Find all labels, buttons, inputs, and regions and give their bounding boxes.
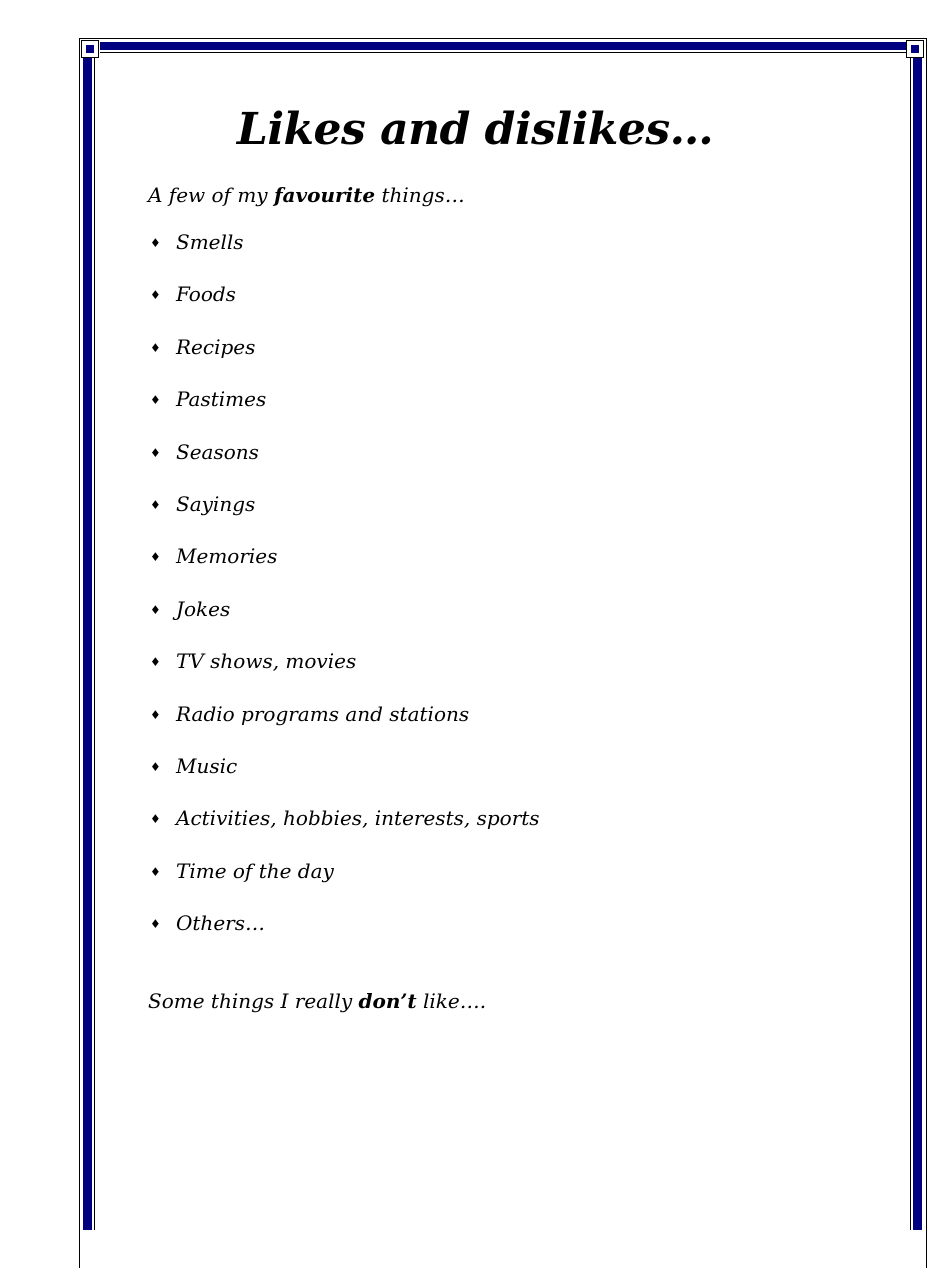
border-left-bar	[83, 58, 92, 1230]
diamond-bullet-icon: ♦	[150, 550, 161, 565]
diamond-bullet-icon: ♦	[150, 445, 161, 460]
favourites-list	[148, 229, 540, 962]
list-item-label: Music	[176, 753, 238, 778]
list-item	[148, 858, 540, 910]
list-item	[148, 491, 540, 543]
list-item-label: Memories	[176, 544, 278, 569]
list-item	[148, 439, 540, 491]
diamond-bullet-icon: ♦	[150, 393, 161, 408]
outro-text-before: Some things I really	[148, 989, 359, 1013]
diamond-bullet-icon: ♦	[150, 288, 161, 303]
diamond-bullet-icon: ♦	[150, 917, 161, 932]
list-item-label: Recipes	[176, 334, 256, 359]
diamond-bullet-icon: ♦	[150, 707, 161, 722]
border-left-line	[94, 58, 95, 1230]
list-item	[148, 281, 540, 333]
border-top-bar	[100, 42, 908, 50]
list-item	[148, 543, 540, 595]
intro-line	[148, 183, 465, 207]
intro-text-before: A few of my	[148, 183, 274, 207]
list-item-label: Jokes	[176, 596, 231, 621]
list-item-label: Sayings	[176, 491, 256, 516]
border-corner-top-right	[906, 40, 924, 58]
list-item-label: Pastimes	[176, 387, 267, 412]
list-item	[148, 910, 540, 962]
list-item-label: Seasons	[176, 439, 259, 464]
diamond-bullet-icon: ♦	[150, 812, 161, 827]
border-right-line	[910, 58, 911, 1230]
intro-text-after: things…	[375, 183, 465, 207]
list-item-label: Activities, hobbies, interests, sports	[176, 806, 540, 831]
outro-text-after: like….	[416, 989, 487, 1013]
list-item-label: TV shows, movies	[176, 649, 357, 674]
list-item-label: Smells	[176, 230, 244, 254]
list-item	[148, 596, 540, 648]
border-top-line	[100, 52, 908, 53]
diamond-bullet-icon: ♦	[150, 655, 161, 670]
border-corner-top-left	[81, 40, 99, 58]
dislikes-line	[148, 989, 486, 1013]
diamond-bullet-icon: ♦	[150, 864, 161, 879]
diamond-bullet-icon: ♦	[150, 340, 161, 355]
diamond-bullet-icon: ♦	[150, 759, 161, 774]
list-item	[148, 334, 540, 386]
list-item	[148, 229, 540, 281]
page-title: Likes and dislikes…	[236, 104, 714, 155]
intro-emphasis: favourite	[273, 183, 376, 207]
list-item-label: Others…	[176, 911, 265, 936]
list-item	[148, 753, 540, 805]
list-item	[148, 648, 540, 700]
list-item-label: Radio programs and stations	[176, 701, 470, 726]
list-item-label: Time of the day	[176, 858, 334, 883]
list-item	[148, 386, 540, 438]
border-right-bar	[913, 58, 922, 1230]
diamond-bullet-icon: ♦	[150, 236, 161, 250]
list-item	[148, 701, 540, 753]
diamond-bullet-icon: ♦	[150, 602, 161, 617]
list-item-label: Foods	[176, 282, 236, 307]
outro-emphasis: don’t	[358, 989, 417, 1013]
list-item	[148, 805, 540, 857]
diamond-bullet-icon: ♦	[150, 497, 161, 512]
